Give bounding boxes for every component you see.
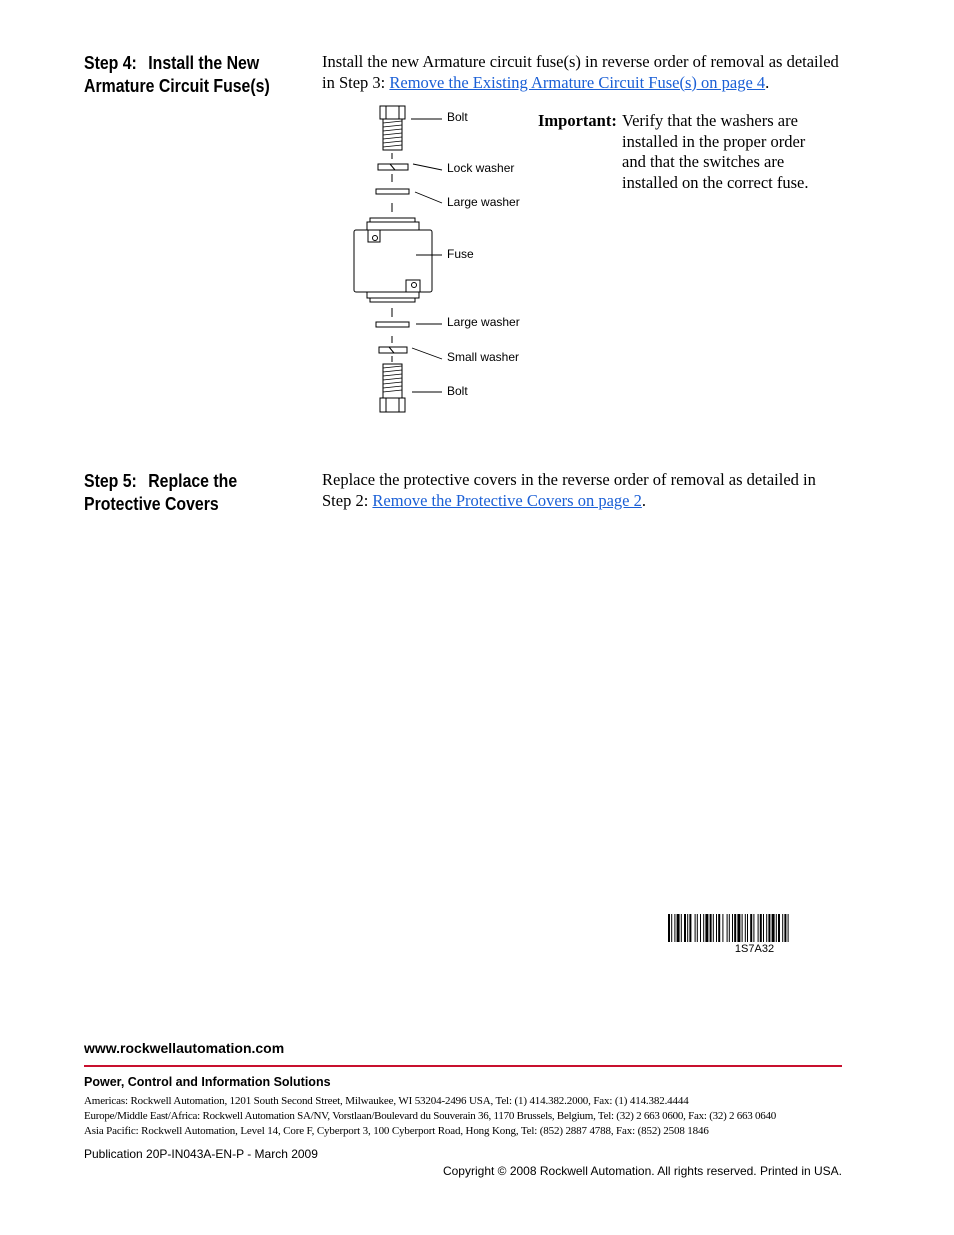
step4-heading	[84, 52, 270, 98]
bottom-bolt-head	[380, 398, 405, 412]
fuse-assembly-diagram	[340, 100, 540, 420]
step5-title-line1: Replace the	[148, 471, 238, 491]
bottom-bolt-shank	[383, 364, 402, 398]
barcode-bar	[732, 914, 733, 942]
barcode-bar	[695, 914, 696, 942]
publication-number: Publication 20P-IN043A-EN-P - March 2009	[84, 1147, 318, 1161]
barcode-bar	[674, 914, 675, 942]
barcode-bar	[722, 914, 723, 942]
step4-number: Step 4:	[84, 53, 137, 73]
barcode-bar	[681, 914, 682, 942]
barcode-bar	[776, 914, 777, 942]
step5-body-text: Replace the protective covers in the reverse order of removal as detailed in Step 2:	[322, 470, 816, 510]
barcode-bar	[713, 914, 714, 942]
barcode-bar	[772, 914, 775, 942]
important-text: Verify that the washers are installed in the proper order and that the switches are installed on the correct fuse.	[622, 111, 809, 192]
step5-body-period: .	[641, 490, 646, 510]
address-americas: Americas: Rockwell Automation, 1201 South Second Street, Milwaukee, WI 53204-2496 USA, Tel: (1) 414.382.2000, Fax: (1) 414.382.4444	[84, 1095, 689, 1107]
tagline: Power, Control and Information Solutions	[84, 1075, 331, 1089]
barcode-bar	[684, 914, 686, 942]
barcode-bar	[742, 914, 743, 942]
barcode-code: 1S7A32	[734, 943, 775, 955]
label-bolt-bottom: Bolt	[447, 384, 468, 398]
barcode-bar	[747, 914, 748, 942]
barcode-bar	[668, 914, 670, 942]
step4-body-period: .	[765, 72, 770, 92]
barcode-bar	[727, 914, 728, 942]
barcode-bar	[763, 914, 764, 942]
step3-link[interactable]: Remove the Existing Armature Circuit Fuse(s) on page 4	[389, 72, 766, 92]
barcode-bar	[778, 914, 780, 942]
barcode-bar	[734, 914, 736, 942]
barcode-bar	[716, 914, 717, 942]
barcode-bar	[737, 914, 740, 942]
barcode-bar	[671, 914, 672, 942]
barcode-bar	[784, 914, 786, 942]
website-url: www.rockwellautomation.com	[84, 1040, 285, 1056]
step4-body-text: Install the new Armature circuit fuse(s) in reverse order of removal as detailed in Step 3:	[322, 52, 839, 92]
step5-heading	[84, 470, 237, 516]
barcode-bar	[729, 914, 730, 942]
label-fuse: Fuse	[447, 247, 474, 261]
step5-body	[322, 470, 842, 511]
address-asia: Asia Pacific: Rockwell Automation, Level 14, Core F, Cyberport 3, 100 Cyberport Road, Hong Kong, Tel: (852) 2887 4788, Fax: (852) 2508 1846	[84, 1125, 709, 1137]
address-emea: Europe/Middle East/Africa: Rockwell Automation SA/NV, Vorstlaan/Boulevard du Souverain 36, 1170 Brussels, Belgium, Tel: (32) 2 663 0600, Fax: (32) 2 663 0640	[84, 1110, 777, 1122]
barcode-bar	[753, 914, 754, 942]
step4-title-line1: Install the New	[148, 53, 260, 73]
barcode-bar	[705, 914, 708, 942]
fuse-top-plate	[370, 218, 415, 222]
barcode-bar	[687, 914, 688, 942]
top-bolt-head	[380, 106, 405, 119]
barcode-bar	[689, 914, 691, 942]
barcode	[668, 914, 841, 942]
large-washer-bottom	[376, 322, 409, 327]
barcode-bar	[697, 914, 698, 942]
barcode-bar	[788, 914, 789, 942]
barcode-bar	[758, 914, 759, 942]
barcode-bar	[768, 914, 770, 942]
footer-rule	[84, 1065, 842, 1067]
important-label: Important:	[538, 111, 617, 130]
barcode-bar	[700, 914, 701, 942]
label-lock-washer: Lock washer	[447, 161, 515, 175]
barcode-bar	[782, 914, 783, 942]
barcode-bar	[750, 914, 752, 942]
fuse-bottom-plate	[370, 298, 415, 302]
barcode-bar	[677, 914, 680, 942]
barcode-bar	[766, 914, 767, 942]
copyright: Copyright © 2008 Rockwell Automation. All rights reserved. Printed in USA.	[442, 1164, 842, 1178]
step4-title-line2: Armature Circuit Fuse(s)	[84, 76, 270, 96]
step5-number: Step 5:	[84, 471, 137, 491]
barcode-bar	[703, 914, 704, 942]
barcode-bar	[710, 914, 712, 942]
barcode-bar	[718, 914, 720, 942]
large-washer-top	[376, 189, 409, 194]
label-bolt-top: Bolt	[447, 110, 468, 124]
step5-title-line2: Protective Covers	[84, 494, 219, 514]
step2-link[interactable]: Remove the Protective Covers on page 2	[372, 490, 642, 510]
label-small-washer: Small washer	[447, 350, 520, 364]
step4-body	[322, 52, 842, 93]
label-large-washer-top: Large washer	[447, 195, 520, 209]
barcode-bar	[760, 914, 762, 942]
label-large-washer-bottom: Large washer	[447, 315, 520, 329]
barcode-bar	[745, 914, 746, 942]
